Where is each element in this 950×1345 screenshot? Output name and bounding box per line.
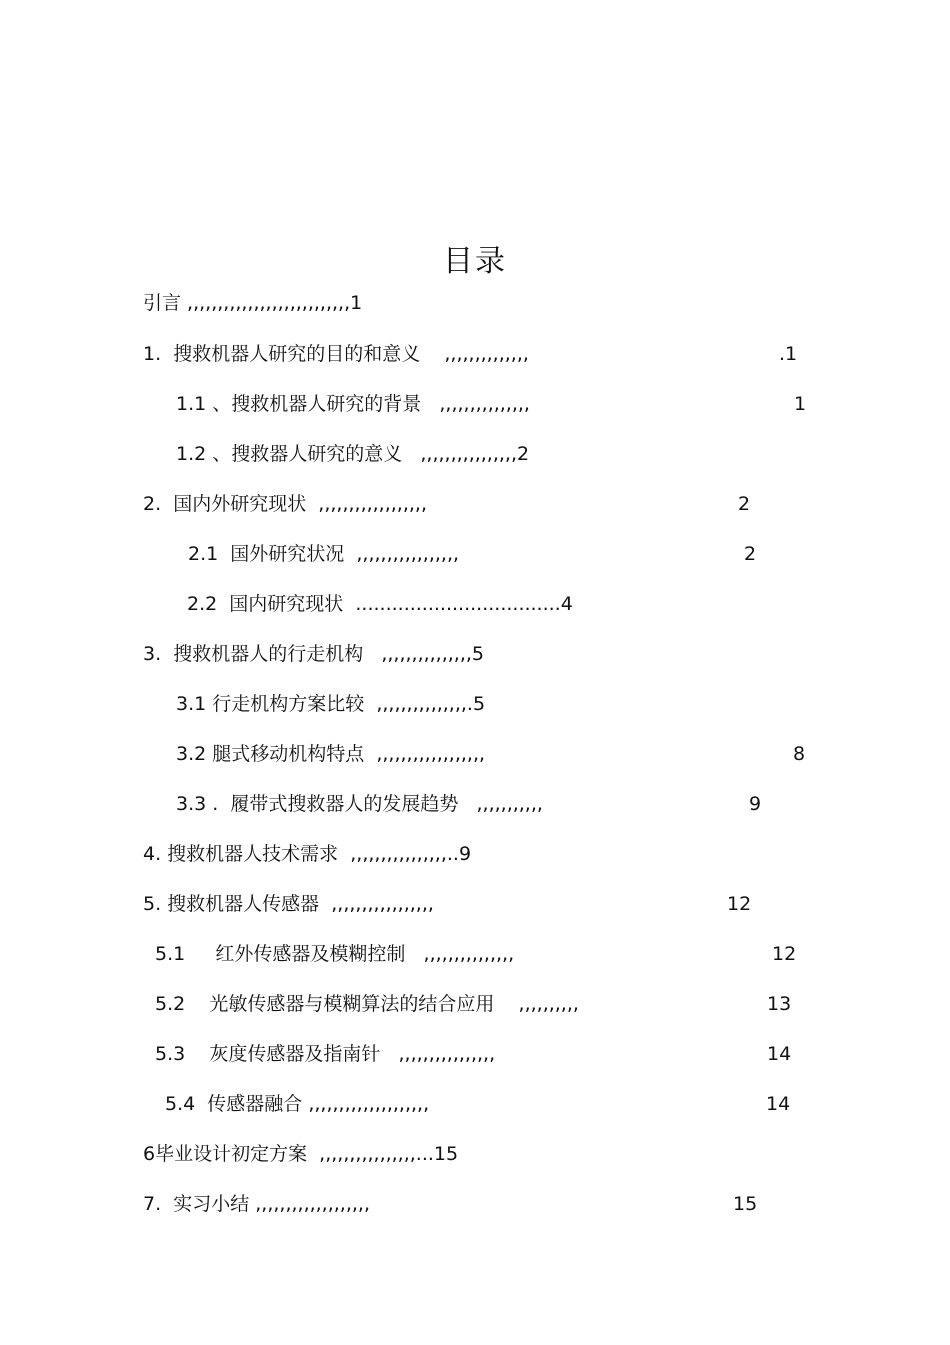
toc-entry-text: 1. 搜救机器人研究的目的和意义 ,,,,,,,,,,,,,, bbox=[143, 343, 529, 365]
toc-entry-page: 2 bbox=[744, 543, 757, 565]
toc-entry-text: 1.2 、搜救器人研究的意义 ,,,,,,,,,,,,,,,,2 bbox=[176, 443, 530, 465]
toc-entry-page: 14 bbox=[766, 1093, 791, 1115]
toc-entry-text: 3. 搜救机器人的行走机构 ,,,,,,,,,,,,,,,5 bbox=[143, 643, 485, 665]
toc-entry-page: 2 bbox=[738, 493, 751, 515]
toc-entry-text: 2. 国内外研究现状 ,,,,,,,,,,,,,,,,,, bbox=[143, 493, 427, 515]
toc-entry bbox=[143, 1192, 773, 1288]
toc-entry-text: 1.1 、搜救机器人研究的背景 ,,,,,,,,,,,,,,, bbox=[176, 393, 530, 415]
toc-entry-text: 5.2 光敏传感器与模糊算法的结合应用 ,,,,,,,,,, bbox=[155, 993, 579, 1015]
toc-entry bbox=[165, 1092, 805, 1188]
toc-entry-page: 8 bbox=[793, 743, 806, 765]
toc-entry bbox=[176, 792, 776, 888]
toc-entry-text: 5.1 红外传感器及模糊控制 ,,,,,,,,,,,,,,, bbox=[155, 943, 515, 965]
toc-entry-page: .1 bbox=[779, 343, 798, 365]
toc-entry-page: 15 bbox=[733, 1193, 758, 1215]
toc-entry-page: 9 bbox=[749, 793, 762, 815]
toc-entry-text: 7. 实习小结 ,,,,,,,,,,,,,,,,,,, bbox=[143, 1193, 370, 1215]
toc-entry-text: 4. 搜救机器人技术需求 ,,,,,,,,,,,,,,,,..9 bbox=[143, 843, 472, 865]
toc-entry-text: 3.3 . 履带式搜救器人的发展趋势 ,,,,,,,,,,, bbox=[176, 793, 543, 815]
toc-entry-text: 2.1 国外研究状况 ,,,,,,,,,,,,,,,,, bbox=[188, 543, 460, 565]
toc-entry-page: 14 bbox=[767, 1043, 792, 1065]
toc-entry bbox=[176, 392, 816, 488]
toc-entry-text: 3.2 腿式移动机构特点 ,,,,,,,,,,,,,,,,,, bbox=[176, 743, 486, 765]
toc-entry-page: 1 bbox=[794, 393, 807, 415]
toc-entry-text: 5.3 灰度传感器及指南针 ,,,,,,,,,,,,,,,, bbox=[155, 1043, 496, 1065]
toc-entry bbox=[188, 542, 768, 638]
toc-entry-text: 5.4 传感器融合 ,,,,,,,,,,,,,,,,,,,, bbox=[165, 1093, 430, 1115]
toc-entry-text: 5. 搜救机器人传感器 ,,,,,,,,,,,,,,,,, bbox=[143, 893, 434, 915]
toc-entry-text: 3.1 行走机构方案比较 ,,,,,,,,,,,,,,,.5 bbox=[176, 693, 486, 715]
toc-entry-page: 12 bbox=[727, 893, 752, 915]
toc-entry-text: 2.2 国内研究现状 ..................................4 bbox=[187, 593, 573, 615]
toc-title: 目录 bbox=[443, 244, 507, 279]
toc-entry-text: 6毕业设计初定方案 ,,,,,,,,,,,,,,,,...15 bbox=[143, 1143, 459, 1165]
toc-entry-page: 12 bbox=[772, 943, 797, 965]
toc-entry-text: 引言 ,,,,,,,,,,,,,,,,,,,,,,,,,,,1 bbox=[143, 292, 363, 314]
toc-entry-page: 13 bbox=[767, 993, 792, 1015]
